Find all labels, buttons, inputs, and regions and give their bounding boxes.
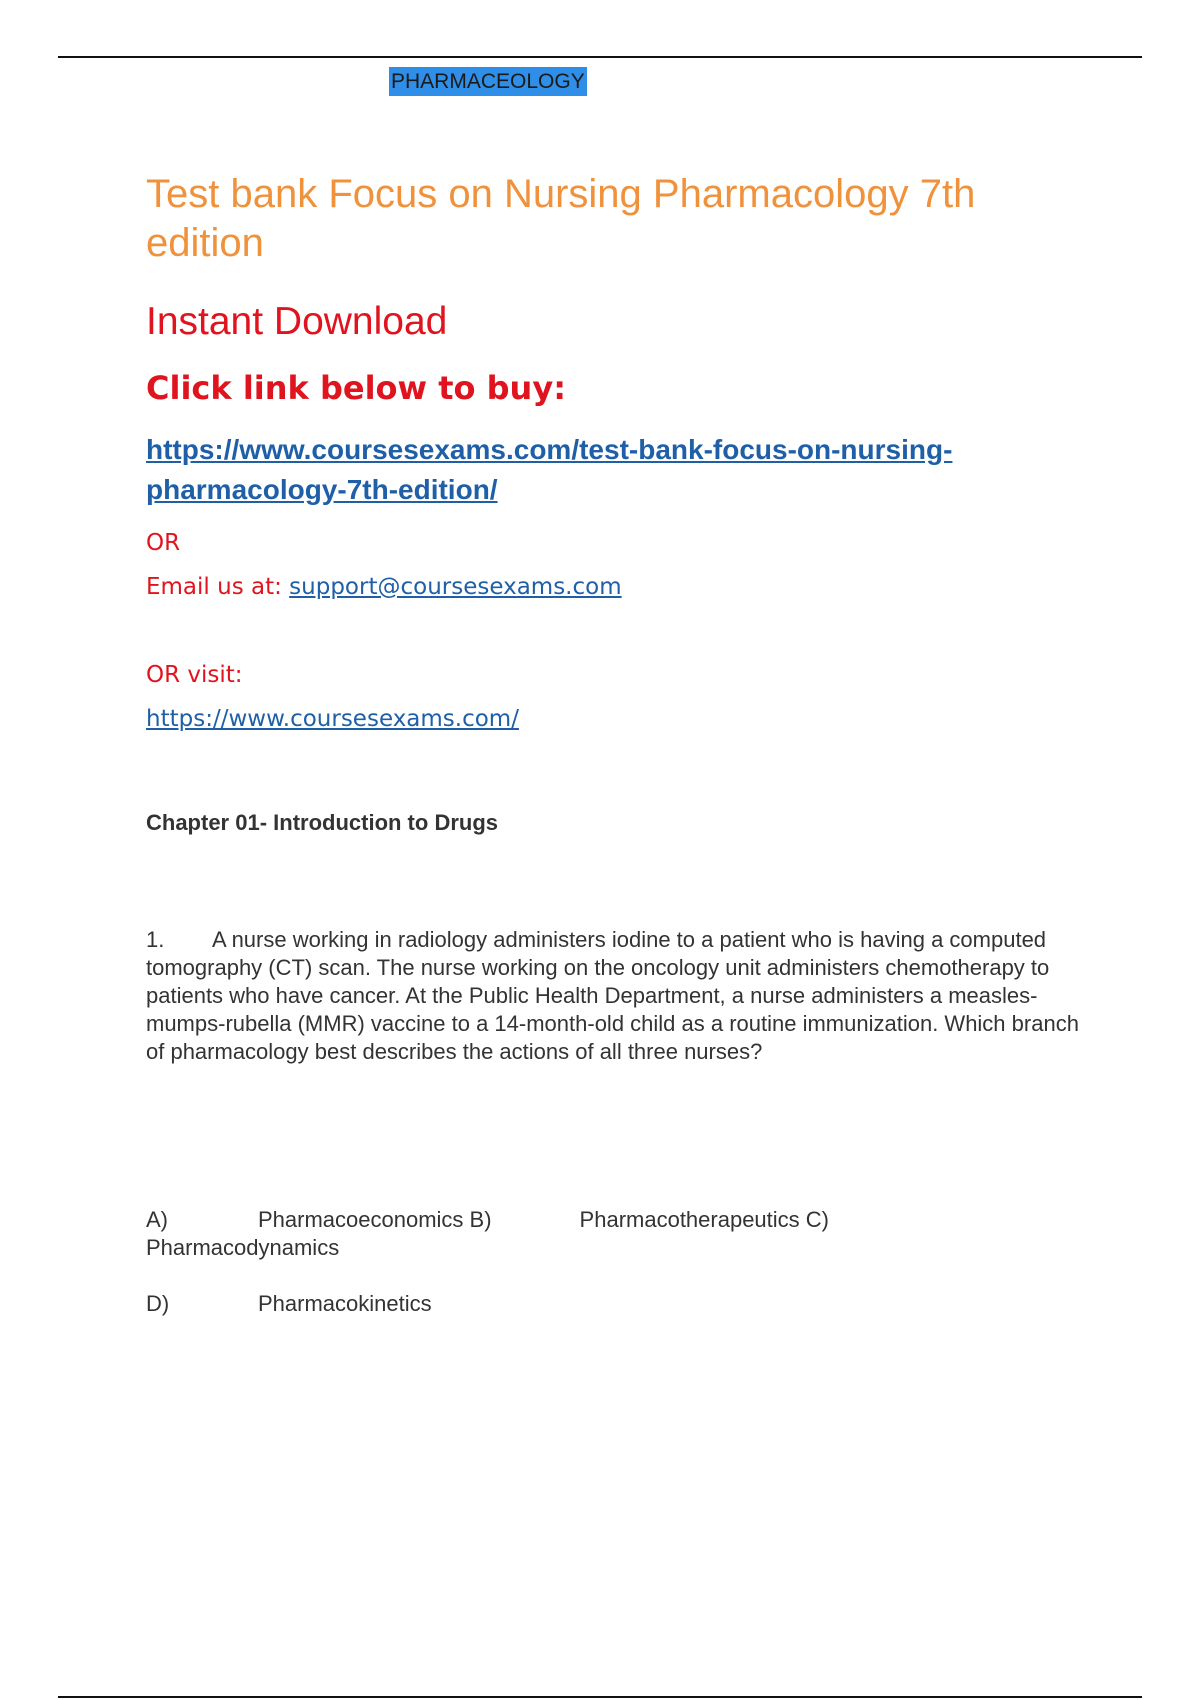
answer-c-text: Pharmacodynamics: [146, 1235, 340, 1260]
or-text: OR: [146, 530, 181, 556]
chapter-heading: Chapter 01- Introduction to Drugs: [146, 810, 498, 835]
answer-a-text: Pharmacoeconomics B): [258, 1207, 492, 1232]
answer-line-abc: [146, 1206, 1086, 1262]
product-link[interactable]: https://www.coursesexams.com/test-bank-focus-on-nursing-pharmacology-7th-edition/: [146, 434, 953, 505]
top-rule: [58, 56, 1142, 58]
document-body: [146, 170, 1086, 1318]
answer-options: [146, 1206, 1086, 1318]
document-title: Test bank Focus on Nursing Pharmacology 7th edition: [146, 172, 976, 265]
header-label: PHARMACEOLOGY: [389, 67, 587, 96]
answer-line-d: [146, 1290, 1086, 1318]
question-block: [146, 926, 1086, 1066]
answer-a-label: A): [146, 1207, 168, 1232]
bottom-rule: [58, 1696, 1142, 1698]
instant-download-heading: Instant Download: [146, 300, 448, 343]
email-link[interactable]: support@coursesexams.com: [289, 574, 622, 600]
answer-d-label: D): [146, 1291, 170, 1316]
answer-b-text: Pharmacotherapeutics C): [579, 1207, 829, 1232]
email-line: [146, 574, 1086, 600]
answer-d-text: Pharmacokinetics: [258, 1291, 432, 1316]
site-link[interactable]: https://www.coursesexams.com/: [146, 706, 519, 732]
or-visit-text: OR visit:: [146, 662, 243, 688]
question-text: A nurse working in radiology administers iodine to a patient who is having a computed tomography (CT) scan. The nurse working on the oncology unit administers chemotherapy to patients who have cancer. At the Public Health Department, a nurse administers a measles-mumps-rubella (MMR) vaccine to a 14-month-old child as a routine immunization. Which branch of pharmacology best describes the actions of all three nurses?: [146, 927, 1079, 1064]
buy-heading: Click link below to buy:: [146, 369, 566, 407]
question-number: 1.: [146, 927, 165, 952]
email-prefix: Email us at:: [146, 574, 290, 600]
